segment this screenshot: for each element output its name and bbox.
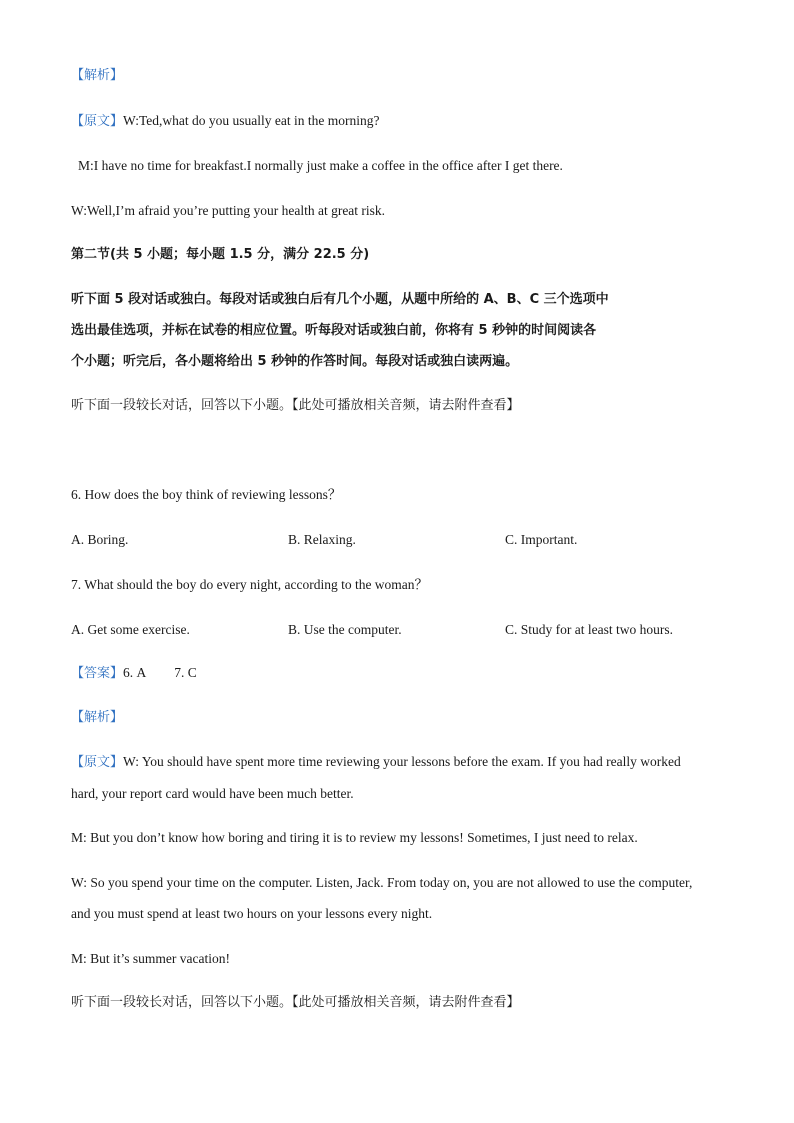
transcript-line bbox=[71, 753, 681, 772]
analysis-tag: 【解析】 bbox=[71, 68, 124, 83]
transcript-line: hard, your report card would have been much better. bbox=[71, 786, 354, 801]
transcript-line: M: But you don’t know how boring and tiring it is to review my lessons! Sometimes, I just need to relax. bbox=[71, 830, 638, 845]
instruction-line: 听下面 5 段对话或独白。每段对话或独白后有几个小题，从题中所给的 A、B、C 三个选项中 bbox=[71, 292, 609, 307]
transcript-line: and you must spend at least two hours on your lessons every night. bbox=[71, 906, 433, 921]
option-b: B. Use the computer. bbox=[288, 622, 402, 637]
answer-tag: 【答案】 bbox=[71, 666, 124, 681]
section-heading: 第二节(共 5 小题；每小题 1.5 分，满分 22.5 分) bbox=[71, 247, 370, 262]
option-c: C. Study for at least two hours. bbox=[505, 622, 673, 637]
transcript-line: W: So you spend your time on the computer. Listen, Jack. From today on, you are not allowed to use the computer, bbox=[71, 875, 693, 890]
transcript-line: M:I have no time for breakfast.I normally just make a coffee in the office after I get there. bbox=[78, 158, 563, 173]
listen-note: 听下面一段较长对话，回答以下小题。【此处可播放相关音频，请去附件查看】 bbox=[71, 398, 520, 413]
transcript-line: M: But it’s summer vacation! bbox=[71, 951, 230, 966]
transcript-tag: 【原文】 bbox=[71, 114, 124, 129]
transcript-text: W: You should have spent more time reviewing your lessons before the exam. If you had really worked bbox=[123, 754, 681, 769]
answer-6: 6. A bbox=[123, 665, 147, 680]
listen-note: 听下面一段较长对话，回答以下小题。【此处可播放相关音频，请去附件查看】 bbox=[71, 995, 520, 1010]
option-b: B. Relaxing. bbox=[288, 532, 356, 547]
answer-7: 7. C bbox=[174, 665, 197, 680]
question-6: 6. How does the boy think of reviewing lessons？ bbox=[71, 487, 342, 502]
answer-line bbox=[71, 664, 197, 683]
instruction-line: 个小题；听完后，各小题将给出 5 秒钟的作答时间。每段对话或独白读两遍。 bbox=[71, 354, 519, 369]
instruction-line: 选出最佳选项，并标在试卷的相应位置。听每段对话或独白前，你将有 5 秒钟的时间阅读各 bbox=[71, 323, 597, 338]
transcript-line: W:Well,I’m afraid you’re putting your health at great risk. bbox=[71, 203, 386, 218]
transcript-tag: 【原文】 bbox=[71, 755, 124, 770]
option-a: A. Get some exercise. bbox=[71, 622, 190, 637]
option-a: A. Boring. bbox=[71, 532, 129, 547]
option-c: C. Important. bbox=[505, 532, 578, 547]
question-7: 7. What should the boy do every night, according to the woman？ bbox=[71, 577, 429, 592]
transcript-text: W:Ted,what do you usually eat in the morning? bbox=[123, 113, 380, 128]
transcript-line bbox=[71, 112, 380, 131]
analysis-tag: 【解析】 bbox=[71, 710, 124, 725]
